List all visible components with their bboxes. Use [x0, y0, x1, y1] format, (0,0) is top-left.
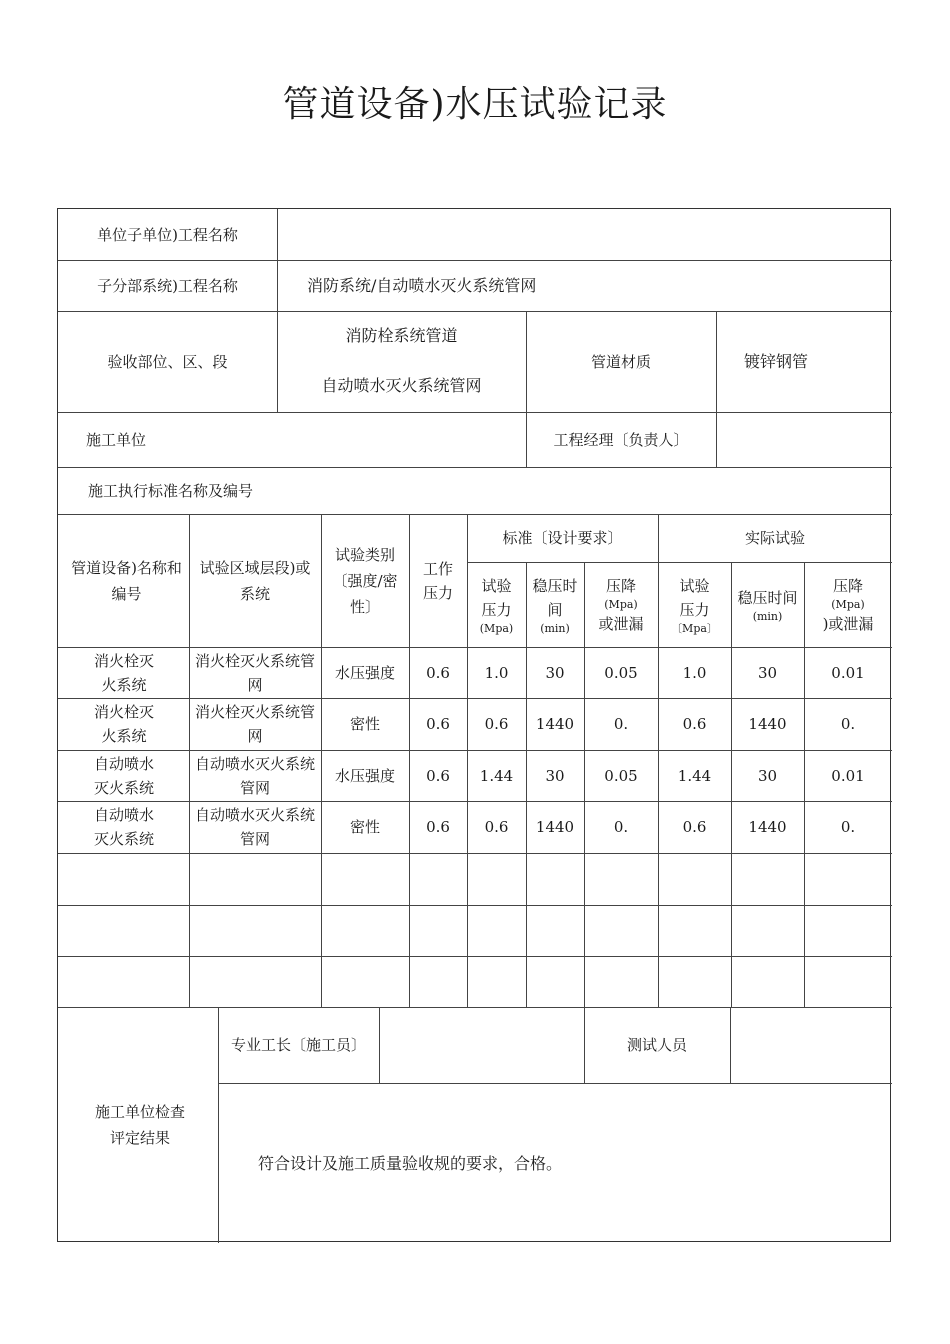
table-row-name: 消火栓灭火系统: [93, 651, 154, 694]
table-row-work-pressure: 0.6: [426, 818, 450, 836]
pressure-test-form: [57, 208, 891, 1242]
group-header-standard: 标准〔设计要求〕: [502, 529, 623, 547]
result-label: 施工单位检查评定结果: [94, 1103, 185, 1147]
table-row-name: 消火栓灭火系统: [93, 703, 154, 745]
table-row-name: 自动喷水灭火系统: [93, 754, 154, 797]
table-row-act-drop: 0.: [840, 818, 856, 836]
table-row-std-time: 30: [545, 663, 565, 682]
table-row-act-drop: 0.01: [831, 663, 865, 682]
col-header-area: 试验区域层段)或系统: [199, 558, 311, 603]
table-row-act-time: 30: [757, 663, 778, 682]
table-row-std-time: 1440: [535, 818, 575, 836]
table-row-std-pressure: 0.6: [484, 715, 509, 733]
material-label: 管道材质: [590, 352, 651, 371]
table-row-act-pressure: 1.0: [682, 663, 707, 682]
accept-area-label: 验收部位、区、段: [107, 352, 228, 371]
col-header-name: 管道设备)名称和编号: [71, 558, 182, 603]
table-row-std-time: 1440: [535, 715, 575, 733]
table-row-act-pressure: 1.44: [677, 766, 712, 785]
unit-project-label: 单位子单位)工程名称: [97, 225, 238, 244]
table-row-std-drop: 0.05: [604, 663, 638, 682]
table-row-std-drop: 0.: [613, 818, 629, 836]
table-row-act-pressure: 0.6: [682, 715, 707, 733]
table-row-std-pressure: 1.44: [479, 766, 514, 785]
table-row-type: 水压强度: [334, 663, 395, 682]
table-row-type: 水压强度: [334, 766, 395, 785]
page-title: 管道设备)水压试验记录: [282, 84, 668, 125]
col-header-type: 试验类别〔强度/密性〕: [332, 545, 398, 616]
table-row-act-time: 1440: [748, 818, 787, 836]
table-row-act-time: 30: [757, 766, 778, 785]
table-row-std-pressure: 0.6: [484, 818, 509, 836]
conclusion-text: 符合设计及施工质量验收规的要求，合格。: [258, 1154, 563, 1173]
table-row-act-time: 1440: [748, 715, 787, 733]
sub-header-act-hold-time: 稳压时间 (min): [737, 588, 798, 623]
group-header-actual: 实际试验: [744, 529, 805, 547]
table-row-act-drop: 0.01: [831, 766, 865, 785]
manager-label: 工程经理〔负责人〕: [553, 430, 689, 449]
table-row-type: 密性: [349, 715, 380, 733]
table-row-area: 消火栓灭火系统管网: [194, 651, 315, 694]
accept-area-value-2[interactable]: 自动喷水灭火系统管网: [321, 376, 482, 395]
sub-project-value[interactable]: 消防系统/自动喷水灭火系统管网: [307, 275, 537, 295]
sub-header-act-drop: 压降 (Mpa) )或泄漏: [822, 576, 874, 633]
table-row-std-pressure: 1.0: [484, 663, 509, 682]
sub-project-label: 子分部系统)工程名称: [97, 276, 238, 295]
table-row-work-pressure: 0.6: [426, 715, 450, 733]
table-row-area: 消火栓灭火系统管网: [194, 703, 315, 745]
table-row-area: 自动喷水灭火系统管网: [194, 806, 315, 848]
table-row-std-drop: 0.: [613, 715, 629, 733]
standard-label: 施工执行标准名称及编号: [88, 481, 254, 500]
foreman-label: 专业工长〔施工员〕: [230, 1036, 366, 1054]
table-row-std-time: 30: [545, 766, 565, 785]
table-row-std-drop: 0.05: [604, 766, 638, 785]
foreman-value[interactable]: [379, 1007, 584, 1083]
table-row-type: 密性: [349, 818, 380, 836]
table-row-work-pressure: 0.6: [426, 766, 450, 785]
manager-value[interactable]: [716, 412, 892, 467]
table-row-name: 自动喷水灭火系统: [93, 806, 154, 848]
tester-value[interactable]: [730, 1007, 892, 1083]
table-row-work-pressure: 0.6: [426, 663, 450, 682]
sub-header-std-drop: 压降 (Mpa) 或泄漏: [598, 576, 644, 633]
tester-label: 测试人员: [626, 1036, 687, 1054]
col-header-work-pressure: 工作压力: [422, 559, 453, 602]
material-value[interactable]: 镀锌钢管: [744, 351, 809, 371]
table-row-act-drop: 0.: [840, 715, 856, 733]
sub-header-std-test-pressure: 试验压力 (Mpa): [479, 576, 514, 635]
contractor-label: 施工单位: [86, 430, 147, 449]
table-row-area: 自动喷水灭火系统管网: [194, 754, 315, 797]
unit-project-value[interactable]: [307, 209, 892, 260]
sub-header-act-test-pressure: 试验压力 〔Mpa〕: [671, 576, 718, 635]
sub-header-std-hold-time: 稳压时间 (min): [532, 576, 578, 635]
accept-area-value-1[interactable]: 消防栓系统管道: [345, 326, 458, 345]
table-row-act-pressure: 0.6: [682, 818, 707, 836]
